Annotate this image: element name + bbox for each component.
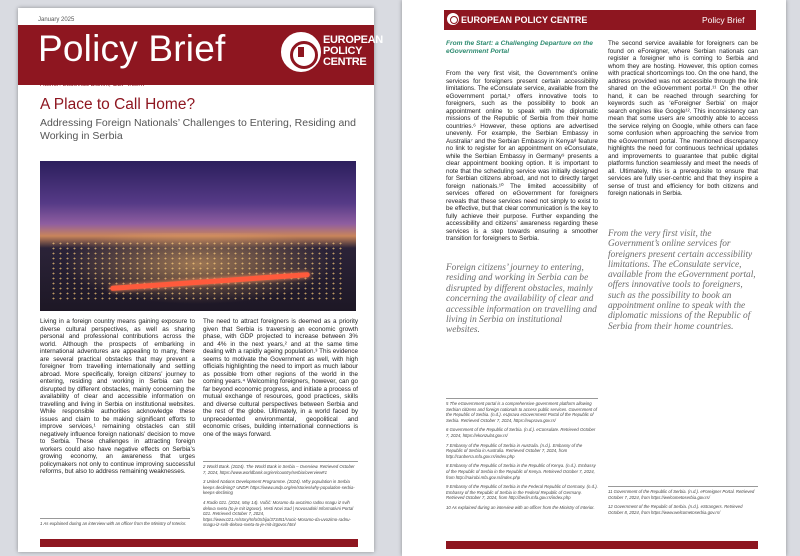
- footer-bar: [446, 541, 758, 549]
- pull-quote-2: From the very first visit, the Government’s online services for foreigners present certain accessibility limitations. The eConsulate service, available from the eGovernment portal, offers innovative tools to foreigners, such as the possibility to book an appointment online to speak with the diplomatic missions of the Republic of Serbia from their home countries.: [608, 229, 756, 332]
- footer-bar: [40, 539, 358, 547]
- footnotes-column-2: [203, 461, 358, 532]
- page-2: [402, 0, 786, 556]
- body-column-2: The need to attract foreigners is deemed as a priority given that Serbia is traversing an economic growth phase, with GDP projected to increase between 3% and 4% in the next years,² and at the same time dealing with a rapidly ageing population.³ This evidence seems to motivate the Government as well, with high officials highlighting the need to import as much labour as possible from other regions of the world in the coming years.⁴ Welcoming foreigners, however, can go far beyond economic progress, and initiate a process of mutual exchange of resources, good practices, skills and diverse cultural perspectives between Serbia and the rest of the globe. Ultimately, in a world faced by unprecedented environmental, geopolitical and economic crises, building international connections is one of the ways forward.: [203, 318, 358, 438]
- document-title: Policy Brief: [38, 28, 226, 69]
- footnotes-column-2: [608, 486, 758, 519]
- body-column-1: From the very first visit, the Government’s online services for foreigners present certain accessibility limitations. The eConsulate service, available from the eGovernment portal,⁵ offers innovative tools to foreigners, such as the possibility to book an appointment online to speak with the diplomatic missions of the Republic of Serbia from their home countries.⁶ However, these options are advertised unevenly. For example, the Serbian Embassy in Australia⁷ and the Serbian Embassy in Kenya⁸ feature no link to register for an appointment on eConsulate, while the Serbian Embassy in Germany⁹ presents a clear appointment booking option. It is important to note that the scheduling service was initially designed for Serbian citizens abroad, and not to directly target foreign nationals.¹⁰ The limited accessibility of services offered on eGovernment for foreigners reveals that these services need not simply to exist to be effective, but that clear communication is the key to fully achieve their purpose. Further expanding the accessibility and citizens’ awareness regarding these services is a step towards ensuring a smoother transition for foreigners to Serbia.: [446, 70, 598, 242]
- footnote: 3 United Nations Development Programme. (2024). Why population in Serbia keeps declining? UNDP. https://www.undp.org/en/stories/why-population-serbia-keeps-declining: [203, 479, 355, 496]
- section-heading: From the Start: a Challenging Departure on the eGovernment Portal: [446, 40, 593, 55]
- header-logo-text: EUROPEAN POLICY CENTRE: [461, 15, 588, 25]
- pull-quote-1: Foreign citizens’ journey to entering, residing and working in Serbia can be disrupted by different obstacles, mainly concerning the availability of clear and accessible information on travelling and living in Serbia on institutional websites.: [446, 263, 597, 336]
- footnote: 12 Government of the Republic of Serbia. (n.d.). eStrangers. Retrieved October 8, 2024, from https://www.welcometoserbia.gov.rs/: [608, 504, 743, 515]
- header-logo: [447, 10, 587, 30]
- logo-line-2: POLICY: [323, 45, 363, 57]
- headline: A Place to Call Home?: [40, 96, 196, 113]
- footnote: 10 As explained during an interview with an officer from the Ministry of Interior.: [446, 504, 595, 510]
- cep-logo-icon: [447, 13, 459, 25]
- footnote: 11 Government of the Republic of Serbia. (n.d.). eForeigner Portal. Retrieved October 7, 2024, from https://welcometoserbia.gov.rs/: [608, 489, 755, 500]
- body-column-1: Living in a foreign country means gaining exposure to diverse cultural perspectives, as well as sharing personal and professional contributions across the world. Although the prospects of embarking in international adventures are appealing to many, there are several practical obstacles that may prevent a foreigner from travelling internationally and settling abroad. More specifically, foreign citizens’ journey to entering, residing and working in Serbia can be disrupted by different obstacles, mainly concerning the availability of clear and accessible information on travelling and living in Serbia on institutional websites. While responsible authorities acknowledge these issues and claim to be making significant efforts to improve services,¹ remaining obstacles can still negatively influence foreign nationals’ decision to move to Serbia. These challenges in attracting foreign workers could also have negative effects on Serbia’s growing economy, an awareness that urges policymakers not only to continue improving successful reforms, but also to address remaining weaknesses.: [40, 318, 195, 475]
- footnote: 7 Embassy of the Republic of Serbia in Australia. (n.d.). Embassy of the Republic of Serbia in Australia. Retrieved October 7, 2024, from http://canberra.mfa.gov.rs/index.php: [446, 442, 583, 459]
- footnote: 6 Government of the Republic of Serbia. (n.d.). eConsulate. Retrieved October 7, 2024, https://ekonzulat.gov.rs/: [446, 427, 596, 438]
- page-1: [18, 8, 383, 552]
- publication-date: January 2025: [38, 17, 75, 23]
- footnotes-column-1: [446, 398, 598, 515]
- logo-line-3: CENTRE: [323, 56, 367, 68]
- footnote-1: 1 As explained during an interview with an officer from the Ministry of Interior.: [40, 518, 190, 527]
- body-column-2: The second service available for foreigners can be found on eForeigner, where Serbian nationals can register a foreigner who is coming to Serbia and whom they are hosting. However, this option comes with practical shortcomings too. On the one hand, the address provided was not accessible through the link shared on the eGovernment portal.¹¹ On the other hand, it can be reached through searching for keywords such as ‘eForeigner Serbia’ on major search engines like Google¹². This inconsistency can mean that some users are smoothly able to access the service relying on Google, while others can face some confusion when approaching the service from the eGovernment portal. The mentioned discrepancy highlights the need for continuous technical updates and improvements to guarantee that public digital platforms function seamlessly and meet the needs of all. Ultimately, this is a prerequisite to ensure that services are fully user-centric and that they inspire a sense of trust and efficiency for both citizens and foreign nationals in Serbia.: [608, 40, 758, 197]
- author-line: Author: Ludovica Daffini, CEP Intern: [40, 81, 145, 88]
- cep-logo-icon: [281, 32, 321, 72]
- footnote: 4 Radio 021. (2024, May 14). Vučić: Moramo da uvozimo radnu snagu iz svih delova sveta (to je mit izgovor). Vesti Novi Sad | Novosadski Informativni Portal 021. Retrieved October 7, 2024, https://www.021.rs/story/Info/Srbija/373451/Vucic-Moramo-da-uvozimo-radnu-snagu-iz-svih-delova-sveta-to-je-mit-izgovor.html: [203, 499, 354, 528]
- footnote: 8 Embassy of the Republic of Serbia in the Republic of Kenya. (n.d.). Embassy of the Republic of Serbia in the Republic of Kenya. Retrieved October 7, 2024, from http://nairobi.mfa.gov.rs/index.php: [446, 463, 596, 480]
- header-tag: Policy Brief: [702, 15, 745, 25]
- city-night-photo: [40, 161, 356, 311]
- page-number: 2: [763, 530, 771, 546]
- logo-line-1: EUROPEAN: [323, 34, 383, 46]
- subheadline: Addressing Foreign Nationals’ Challenges to Entering, Residing and Working in Serbia: [40, 117, 356, 142]
- footnote: 5 The eGovernment portal is a comprehensive government platform allowing Serbian citizens and foreign nationals to access public services. Government of the Republic of Serbia. (n.d.). eUprava eGovernment Portal of the Republic of Serbia. Retrieved October 7, 2024, https://euprava.gov.rs/: [446, 401, 597, 423]
- footnote: 9 Embassy of the Republic of Serbia in the Federal Republic of Germany. (n.d.). Embassy of the Republic of Serbia in the Federal Republic of Germany. Retrieved October 7, 2024, from http://berlin.mfa.gov.rs/index.php: [446, 484, 598, 501]
- footnote: 2 World Bank. (2024). The World Bank in Serbia – Overview. Retrieved October 7, 2024, https://www.worldbank.org/en/country/serbia/overview#1: [203, 464, 355, 475]
- cep-logo: [281, 32, 383, 80]
